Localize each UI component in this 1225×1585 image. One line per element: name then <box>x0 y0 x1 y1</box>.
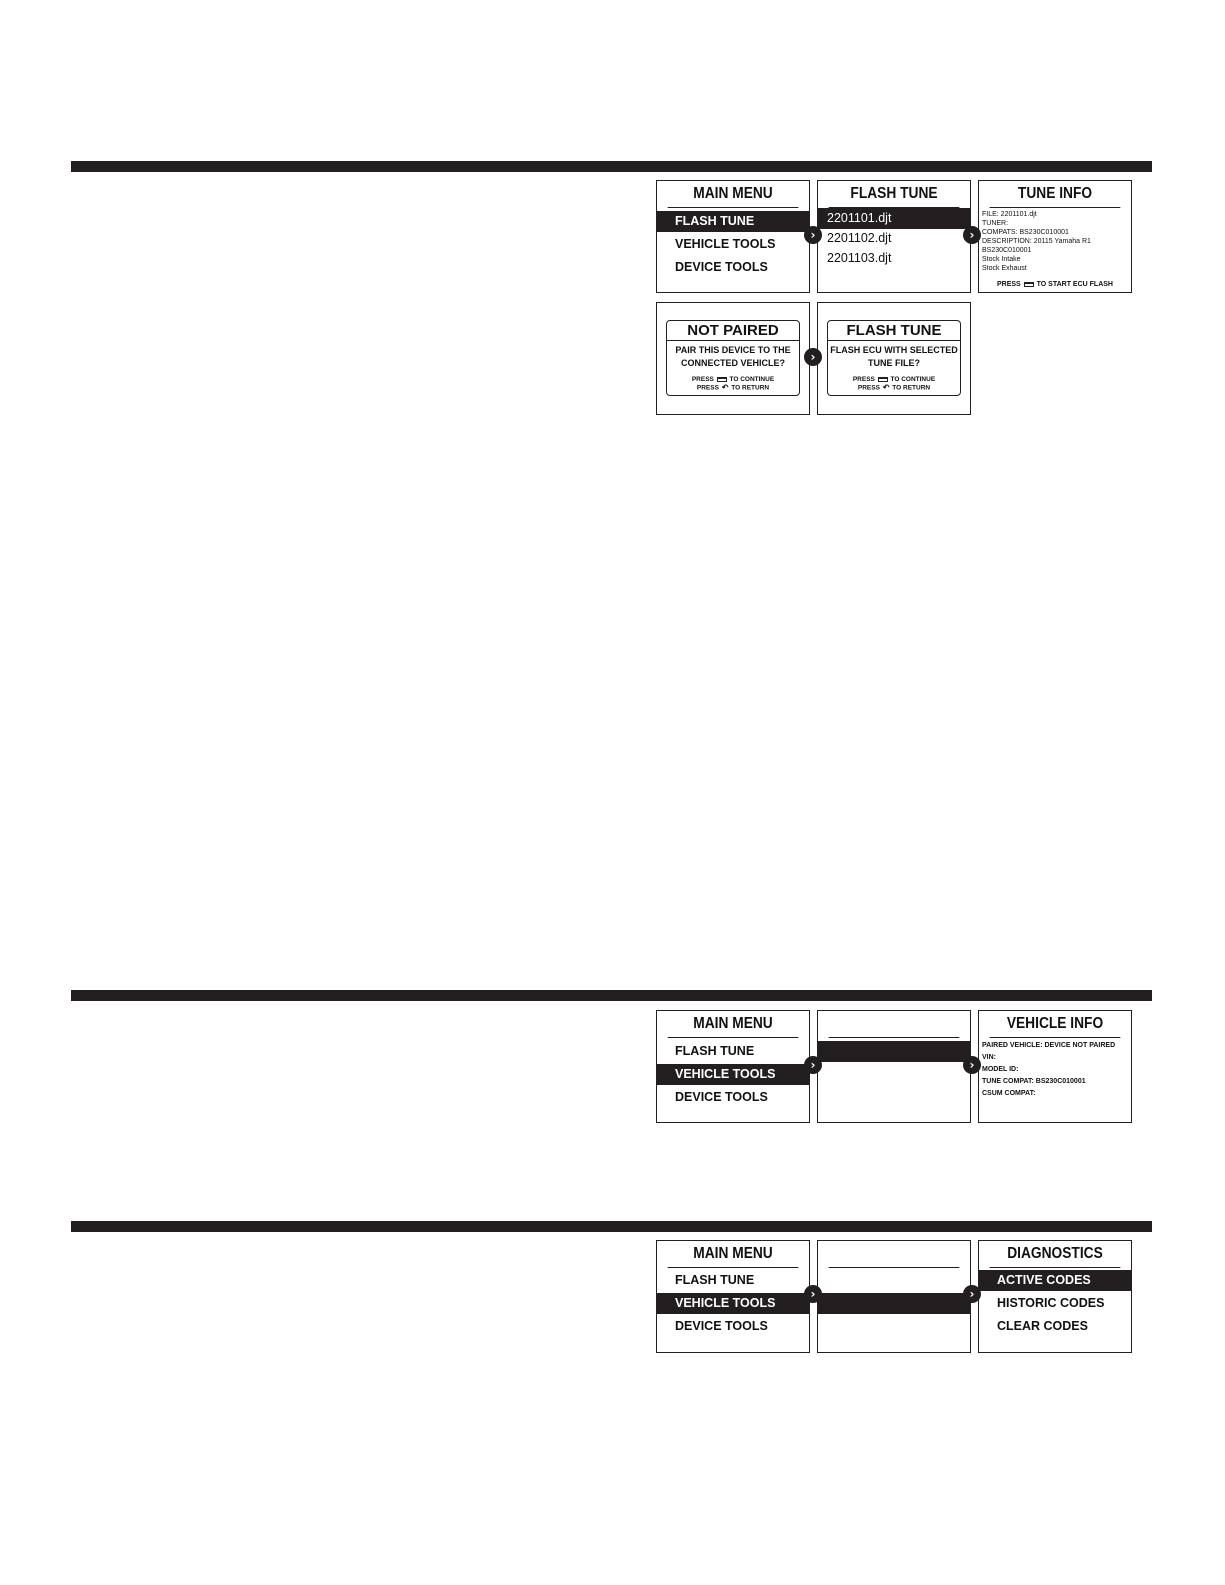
menu-item-vehicle-tools[interactable]: VEHICLE TOOLS <box>675 237 776 251</box>
menu-item-flash-tune[interactable]: FLASH TUNE <box>675 1044 755 1058</box>
menu-item-active-codes[interactable]: ACTIVE CODES <box>979 1270 1131 1291</box>
screen-vehicle-tools-blank <box>817 1010 971 1123</box>
menu-item-vehicle-tools[interactable]: VEHICLE TOOLS <box>657 1293 809 1314</box>
menu-item-vehicle-tools[interactable]: VEHICLE TOOLS <box>657 1064 809 1085</box>
screen-title: MAIN MENU <box>668 1241 799 1268</box>
section-divider-1 <box>71 161 1152 172</box>
dialog-message: PAIR THIS DEVICE TO THE CONNECTED VEHICLE? <box>675 345 791 368</box>
chevron-right-icon: › <box>804 1285 822 1303</box>
screen-vehicle-info <box>978 1010 1132 1123</box>
select-button-icon <box>1024 282 1034 287</box>
chevron-right-icon: › <box>963 1285 981 1303</box>
screen-title: TUNE INFO <box>990 181 1121 208</box>
screen-vehicle-tools-blank <box>817 1240 971 1353</box>
press-label: PRESS <box>857 384 880 392</box>
return-hint <box>667 384 799 393</box>
menu-item-historic-codes[interactable]: HISTORIC CODES <box>997 1296 1105 1310</box>
screen-title <box>829 1241 960 1268</box>
select-button-icon <box>878 377 888 382</box>
press-label: PRESS <box>696 384 719 392</box>
continue-hint <box>667 376 799 384</box>
file-item[interactable]: 2201102.djt <box>827 231 892 245</box>
return-icon: ↶ <box>721 383 729 392</box>
menu-item-device-tools[interactable]: DEVICE TOOLS <box>675 1090 768 1104</box>
menu-item-selected[interactable] <box>818 1293 970 1314</box>
screen-title: DIAGNOSTICS <box>990 1241 1121 1268</box>
screen-main-menu-flash <box>656 180 810 293</box>
file-item[interactable]: 2201101.djt <box>818 208 970 229</box>
chevron-right-icon: › <box>804 1056 822 1074</box>
file-item[interactable]: 2201103.djt <box>827 251 892 265</box>
continue-label: TO CONTINUE <box>729 376 775 383</box>
info-line: BS230C010001 <box>982 247 1032 254</box>
screen-not-paired <box>656 302 810 415</box>
info-line: CSUM COMPAT: <box>982 1090 1036 1097</box>
dialog-hint <box>828 376 960 393</box>
info-line: COMPATS: BS230C010001 <box>982 229 1069 236</box>
chevron-right-icon: › <box>804 348 822 366</box>
dialog-message: FLASH ECU WITH SELECTED TUNE FILE? <box>830 345 958 368</box>
menu-item-clear-codes[interactable]: CLEAR CODES <box>997 1319 1088 1333</box>
info-line: TUNE COMPAT: BS230C010001 <box>982 1078 1086 1085</box>
screen-flash-confirm <box>817 302 971 415</box>
screen-title: VEHICLE INFO <box>990 1011 1121 1038</box>
continue-hint <box>828 376 960 384</box>
screen-title: FLASH TUNE <box>829 181 960 208</box>
menu-item-flash-tune[interactable]: FLASH TUNE <box>657 211 809 232</box>
dialog-hint <box>667 376 799 393</box>
section-divider-2 <box>71 990 1152 1001</box>
return-label: TO RETURN <box>892 384 931 392</box>
menu-item-flash-tune[interactable]: FLASH TUNE <box>675 1273 755 1287</box>
menu-item-device-tools[interactable]: DEVICE TOOLS <box>675 260 768 274</box>
screen-flash-tune-files <box>817 180 971 293</box>
press-label: PRESS <box>691 376 714 383</box>
screen-main-menu-vehicle <box>656 1010 810 1123</box>
dialog-flash-tune <box>827 320 961 396</box>
info-line: DESCRIPTION: 20115 Yamaha R1 <box>982 238 1091 245</box>
select-button-icon <box>717 377 727 382</box>
chevron-right-icon: › <box>963 226 981 244</box>
info-line: FILE: 2201101.djt <box>982 211 1037 218</box>
info-line: PAIRED VEHICLE: DEVICE NOT PAIRED <box>982 1042 1116 1049</box>
return-icon: ↶ <box>882 383 890 392</box>
screen-main-menu-diagnostics <box>656 1240 810 1353</box>
chevron-right-icon: › <box>804 226 822 244</box>
info-line: TUNER: <box>982 220 1009 227</box>
info-line: Stock Exhaust <box>982 265 1027 272</box>
info-line: VIN: <box>982 1054 996 1061</box>
screen-title: MAIN MENU <box>668 1011 799 1038</box>
menu-item-selected[interactable] <box>818 1041 970 1062</box>
screen-diagnostics <box>978 1240 1132 1353</box>
dialog-title: NOT PAIRED <box>667 321 799 341</box>
screen-title: MAIN MENU <box>668 181 799 208</box>
footer-action: TO START ECU FLASH <box>1036 281 1113 288</box>
section-divider-3 <box>71 1221 1152 1232</box>
screen-tune-info <box>978 180 1132 293</box>
dialog-not-paired <box>666 320 800 396</box>
return-hint <box>828 384 960 393</box>
continue-label: TO CONTINUE <box>890 376 936 383</box>
info-line: MODEL ID: <box>982 1066 1019 1073</box>
dialog-title: FLASH TUNE <box>828 321 960 341</box>
press-label: PRESS <box>852 376 875 383</box>
info-line: Stock Intake <box>982 256 1021 263</box>
tune-info-footer <box>979 281 1131 288</box>
chevron-right-icon: › <box>963 1056 981 1074</box>
screen-title <box>829 1011 960 1038</box>
return-label: TO RETURN <box>731 384 770 392</box>
press-label: PRESS <box>997 281 1021 288</box>
menu-item-device-tools[interactable]: DEVICE TOOLS <box>675 1319 768 1333</box>
